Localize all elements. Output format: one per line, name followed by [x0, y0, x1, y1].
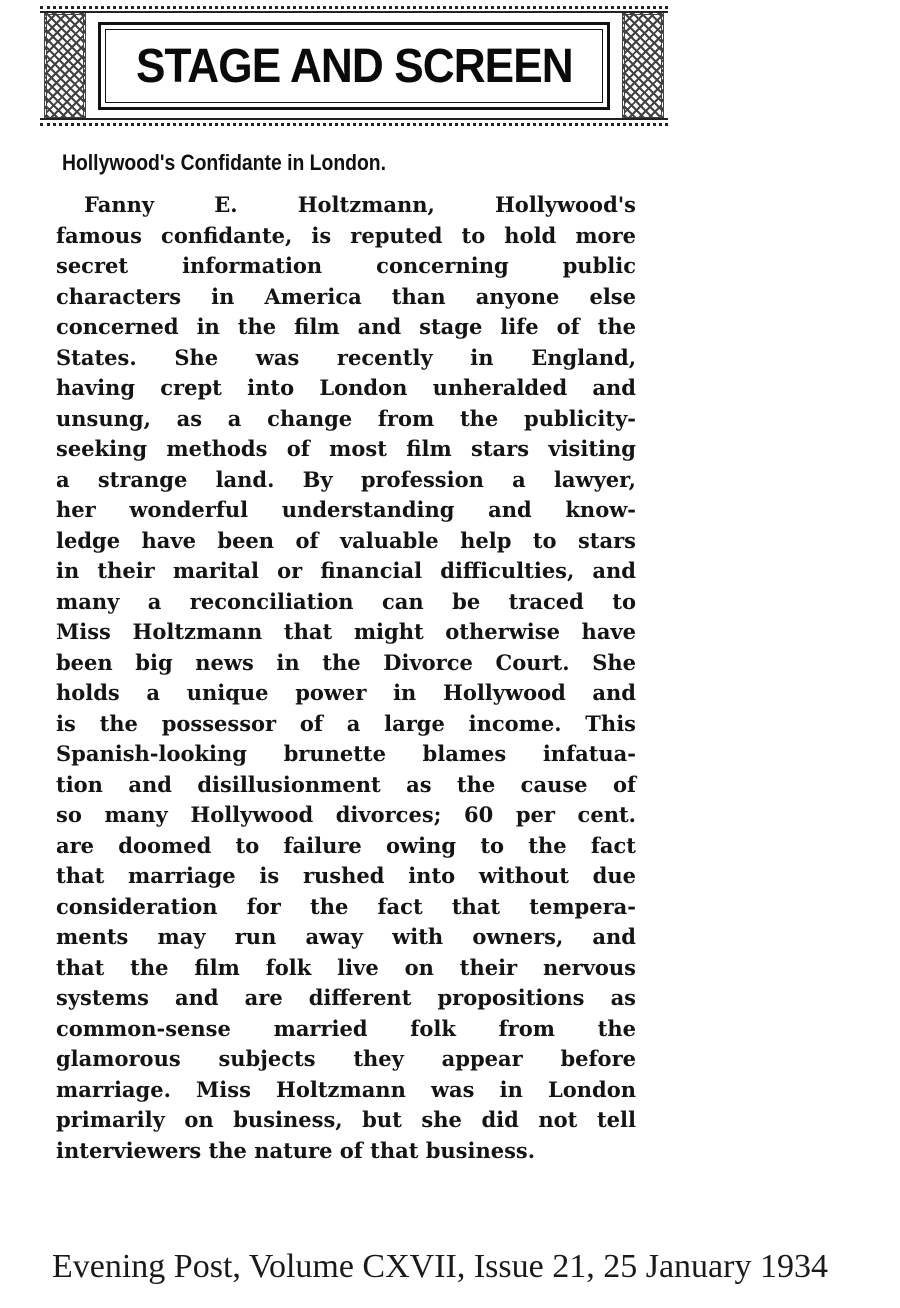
article-line: a strange land. By profession a lawyer,: [56, 466, 636, 492]
article-line: famous confidante, is reputed to hold more: [56, 222, 636, 248]
article-line: is the possessor of a large income. This: [56, 710, 636, 736]
article-line: holds a unique power in Hollywood and: [56, 680, 636, 705]
article-line: seeking methods of most film stars visiting: [56, 436, 636, 461]
article-line: common-sense married folk from the: [56, 1015, 636, 1041]
article-line: marriage. Miss Holtzmann was in London: [56, 1076, 636, 1102]
article-line: so many Hollywood divorces; 60 per cent.: [56, 802, 636, 827]
article-line: her wonderful understanding and know-: [56, 497, 636, 522]
article-line: tion and disillusionment as the cause of: [56, 771, 636, 797]
masthead-title: STAGE AND SCREEN: [135, 39, 573, 93]
article-line: ments may run away with owners, and: [56, 924, 636, 949]
ornament-right-icon: [622, 12, 664, 120]
source-caption: Evening Post, Volume CXVII, Issue 21, 25 January 1934: [52, 1248, 828, 1285]
masthead-bottom-border: [40, 123, 668, 126]
article-line: systems and are different propositions as: [56, 985, 636, 1010]
article-line: unsung, as a change from the publicity-: [56, 405, 636, 431]
article-line: characters in America than anyone else: [56, 283, 636, 309]
masthead-bottom-rule: [40, 118, 668, 120]
article-headline: Hollywood's Confidante in London.: [62, 150, 387, 175]
article-line: glamorous subjects they appear before: [56, 1046, 636, 1071]
article-line: States. She was recently in England,: [56, 344, 636, 370]
ornament-left-icon: [44, 12, 86, 120]
article-line: ledge have been of valuable help to stars: [56, 527, 636, 553]
article-line: interviewers the nature of that business.: [56, 1137, 536, 1163]
article-line: Fanny E. Holtzmann, Hollywood's: [84, 192, 636, 217]
article-line: concerned in the film and stage life of the: [56, 314, 636, 339]
article-line: secret information concerning public: [56, 253, 636, 278]
article-line: consideration for the fact that tempera-: [56, 893, 636, 919]
article-line: in their marital or financial difficulties, and: [56, 558, 636, 583]
article-body: [56, 190, 636, 1166]
masthead-top-border: [40, 6, 668, 9]
article-line: Miss Holtzmann that might otherwise have: [56, 619, 636, 644]
article-line: many a reconciliation can be traced to: [56, 588, 636, 614]
article-line: that marriage is rushed into without due: [56, 863, 636, 888]
article-line: that the film folk live on their nervous: [56, 954, 636, 980]
article-line: are doomed to failure owing to the fact: [56, 832, 636, 858]
article-line: having crept into London unheralded and: [56, 375, 636, 400]
article-line: Spanish-looking brunette blames infatua-: [56, 741, 636, 766]
article-line: been big news in the Divorce Court. She: [56, 649, 636, 675]
article-line: primarily on business, but she did not tell: [56, 1107, 636, 1132]
masthead-title-box: [98, 22, 610, 110]
masthead-top-rule: [40, 11, 668, 13]
masthead: [40, 6, 668, 126]
